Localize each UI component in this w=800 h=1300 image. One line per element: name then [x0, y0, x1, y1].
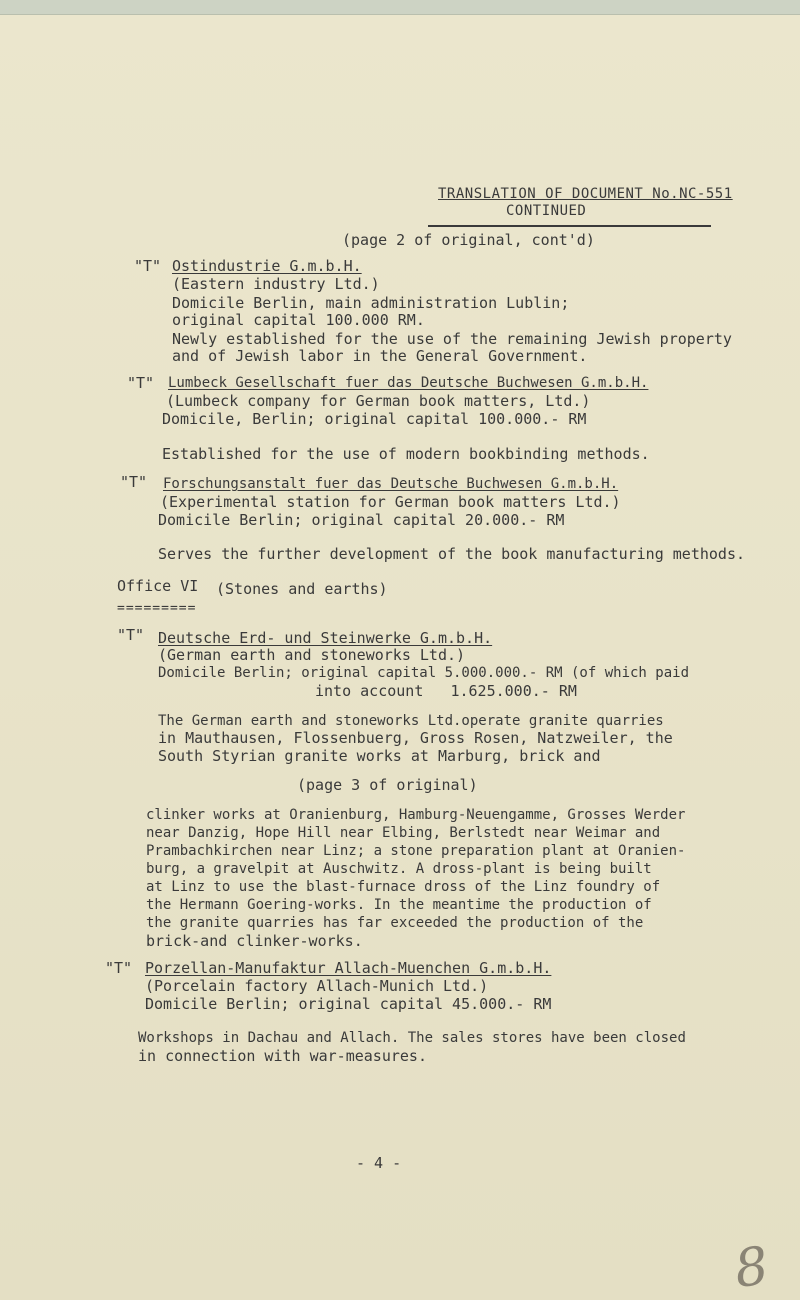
text-line: burg, a gravelpit at Auschwitz. A dross-plant is being built [146, 861, 652, 877]
company-name: Porzellan-Manufaktur Allach-Muenchen G.m.b.H. [145, 959, 552, 977]
company-name: Lumbeck Gesellschaft fuer das Deutsche Buchwesen G.m.b.H. [168, 375, 649, 391]
text-line: (Eastern industry Ltd.) [172, 275, 380, 293]
text-line: (Porcelain factory Allach-Munich Ltd.) [145, 977, 489, 995]
text-line: clinker works at Oranienburg, Hamburg-Neuengamme, Grosses Werder [146, 807, 686, 823]
text-line: Established for the use of modern bookbinding methods. [162, 445, 650, 463]
text-line: Domicile Berlin, main administration Lublin; [172, 294, 570, 312]
text-line: in Mauthausen, Flossenbuerg, Gross Rosen, Natzweiler, the [158, 729, 673, 747]
company-name: Deutsche Erd- und Steinwerke G.m.b.H. [158, 629, 493, 647]
text-line: and of Jewish labor in the General Government. [172, 347, 588, 365]
entry-marker: "T" [127, 374, 155, 392]
pencil-page-mark: 8 [730, 1235, 773, 1300]
scan-border [0, 0, 800, 15]
entry-marker: "T" [120, 473, 148, 491]
text-line: near Danzig, Hope Hill near Elbing, Berlstedt near Weimar and [146, 825, 661, 841]
text-line: Serves the further development of the book manufacturing methods. [158, 545, 745, 563]
text-line: Domicile Berlin; original capital 5.000.000.- RM (of which paid [158, 665, 690, 681]
text-line: original capital 100.000 RM. [172, 311, 425, 329]
company-name: Forschungsanstalt fuer das Deutsche Buchwesen G.m.b.H. [163, 476, 619, 492]
text-line: Prambachkirchen near Linz; a stone preparation plant at Oranien- [146, 843, 686, 859]
text-line: Newly established for the use of the remaining Jewish property [172, 330, 732, 348]
text-line: into account 1.625.000.- RM [315, 682, 577, 700]
text-line: the Hermann Goering-works. In the meantime the production of [146, 897, 652, 913]
document-title: TRANSLATION OF DOCUMENT No.NC-551 [438, 186, 733, 202]
office-underline: ========= [117, 601, 197, 616]
text-line: South Styrian granite works at Marburg, brick and [158, 747, 601, 765]
text-line: The German earth and stoneworks Ltd.operate granite quarries [158, 713, 664, 729]
office-label: Office VI [117, 577, 199, 595]
entry-marker: "T" [117, 626, 145, 644]
entry-marker: "T" [134, 257, 162, 275]
text-line: (German earth and stoneworks Ltd.) [158, 646, 466, 664]
page-number: - 4 - [356, 1154, 402, 1172]
text-line: Domicile, Berlin; original capital 100.000.- RM [162, 410, 587, 428]
text-line: (Experimental station for German book matters Ltd.) [160, 493, 621, 511]
entry-marker: "T" [105, 959, 133, 977]
text-line: Workshops in Dachau and Allach. The sales stores have been closed [138, 1030, 686, 1046]
text-line: (Lumbeck company for German book matters, Ltd.) [166, 392, 591, 410]
text-line: the granite quarries has far exceeded the production of the [146, 915, 644, 931]
header-rule [428, 225, 711, 227]
office-description: (Stones and earths) [216, 580, 388, 598]
document-subtitle: CONTINUED [506, 203, 587, 219]
text-line: Domicile Berlin; original capital 20.000.- RM [158, 511, 565, 529]
text-line: brick-and clinker-works. [146, 932, 363, 950]
text-line: at Linz to use the blast-furnace dross of the Linz foundry of [146, 879, 661, 895]
text-line: in connection with war-measures. [138, 1047, 427, 1065]
page-note: (page 2 of original, cont'd) [342, 231, 595, 249]
page-note: (page 3 of original) [297, 776, 478, 794]
text-line: Domicile Berlin; original capital 45.000.- RM [145, 995, 552, 1013]
company-name: Ostindustrie G.m.b.H. [172, 257, 362, 275]
